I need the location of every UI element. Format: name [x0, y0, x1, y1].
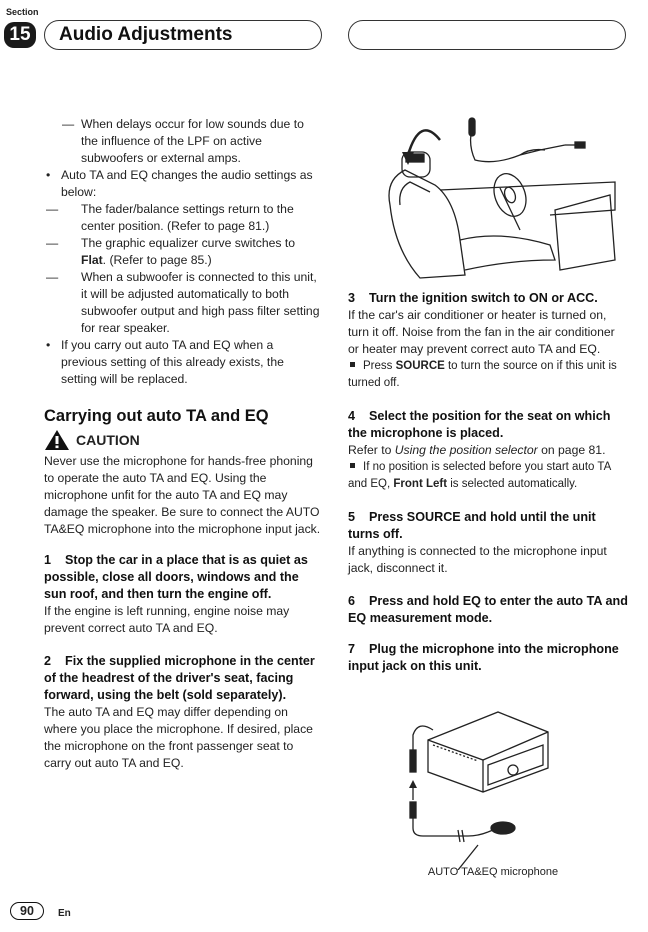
step-3-note [348, 358, 628, 392]
note-square-icon [350, 362, 355, 367]
section-number-badge: 15 [4, 22, 36, 48]
step-2-title [44, 653, 322, 704]
step-4-title [348, 408, 628, 442]
sub-item-subwoofer: — When a subwoofer is connected to this unit, it will be adjusted automatically to both subwoofer output and high pass filter setting for rear speaker. [46, 270, 320, 335]
step-4-note [348, 459, 628, 493]
figure-caption: AUTO TA&EQ microphone [427, 866, 559, 878]
step-1-title-text: Stop the car in a place that is as quiet as possible, close all doors, windows and the sun roof, and then turn the engine off. [44, 553, 308, 601]
step-1-text: If the engine is left running, engine noise may prevent correct auto TA and EQ. [44, 604, 290, 635]
section-label: Section [6, 7, 39, 17]
bullet-item-audio-settings: • Auto TA and EQ changes the audio settings as below: — The fader/balance settings return to the center position. (Refer to page 81.) — The graphic equalizer curve switches to Flat. (Refer to page 85.) — When a subwoofer is connected to this unit, it will be adjusted automatically to both subwoofer output and high pass filter setting for rear speaker. [44, 167, 322, 337]
step-4-note-post: is selected automatically. [447, 478, 578, 490]
keyword-source: SOURCE [395, 360, 445, 372]
step-7-title [348, 641, 628, 675]
head-unit-microphone-illustration [398, 710, 558, 870]
keyword-front-left: Front Left [393, 478, 448, 490]
sub-item-fader: — The fader/balance settings return to the center position. (Refer to page 81.) [46, 202, 294, 233]
step-5-title [348, 509, 628, 543]
left-column [44, 116, 322, 772]
bullet-item-replace: • If you carry out auto TA and EQ when a previous setting of this already exists, the setting will be replaced. [46, 338, 284, 386]
step-5-text: If anything is connected to the microphone input jack, disconnect it. [348, 544, 607, 575]
sub-item-equalizer: — The graphic equalizer curve switches to Flat. (Refer to page 85.) [46, 236, 296, 267]
right-column [348, 290, 628, 675]
step-5-title-text: Press SOURCE and hold until the unit turns off. [348, 510, 596, 541]
car-seat-microphone-illustration [380, 110, 620, 280]
step-4-text-post: on page 81. [537, 443, 606, 457]
step-3-number: 3 [348, 291, 356, 305]
caution-header [44, 429, 322, 451]
bullet1-text: Auto TA and EQ changes the audio settings as below: [61, 168, 313, 199]
step-4-text-pre: Refer to [348, 443, 395, 457]
step-4-text [348, 442, 628, 459]
page-title [44, 20, 322, 50]
step-3-title-text: Turn the ignition switch to ON or ACC. [369, 291, 598, 305]
step-7-title-text: Plug the microphone into the microphone input jack on this unit. [348, 642, 619, 673]
step-6-number: 6 [348, 594, 356, 608]
step-3-text: If the car's air conditioner or heater is turned on, turn it off. Noise from the fan in the air conditioner or heater may prevent correct auto TA and EQ. [348, 308, 615, 356]
language-label: En [58, 908, 71, 919]
section-heading: Carrying out auto TA and EQ [44, 407, 269, 425]
step-3-note-pre: Press [363, 360, 396, 372]
sub-item-eq-pre: The graphic equalizer curve switches to [81, 236, 296, 250]
step-2-number: 2 [44, 654, 52, 668]
intro-dash-item: — When delays occur for low sounds due to the influence of the LPF on active subwoofers or external amps. [62, 117, 304, 165]
step-7-number: 7 [348, 642, 356, 656]
step-4-number: 4 [348, 409, 356, 423]
intro-dash-text: When delays occur for low sounds due to the influence of the LPF on active subwoofers or external amps. [81, 117, 304, 165]
step-4-note-pre: If no position is selected before you start auto TA and EQ, [348, 461, 611, 490]
keyword-flat: Flat [81, 253, 103, 267]
step-1-number: 1 [44, 553, 52, 567]
page-number: 90 [10, 902, 44, 920]
step-3-title [348, 290, 628, 307]
sub-item-subwoofer-text: When a subwoofer is connected to this unit, it will be adjusted automatically to both subwoofer output and high pass filter setting for rear speaker. [81, 270, 320, 335]
caution-label: CAUTION [76, 431, 140, 448]
step-3-note-post: to turn the source on if this unit is turned off. [348, 360, 617, 389]
sub-item-fader-text: The fader/balance settings return to the center position. (Refer to page 81.) [81, 202, 294, 233]
step-5-number: 5 [348, 510, 356, 524]
step-6-title [348, 593, 628, 627]
note-square-icon [350, 463, 355, 468]
step-4-reference: Using the position selector [394, 443, 538, 457]
step-2-title-text: Fix the supplied microphone in the center of the headrest of the driver's seat, facing forward, using the belt (sold separately). [44, 654, 315, 702]
bullet2-text: If you carry out auto TA and EQ when a previous setting of this already exists, the setting will be replaced. [61, 338, 284, 386]
caution-text: Never use the microphone for hands-free phoning to operate the auto TA and EQ. Using the microphone unfit for the auto TA and EQ may damage the speaker. Be sure to connect the AUTO TA&EQ microphone into the microphone input jack. [44, 454, 321, 536]
step-1-title [44, 552, 322, 603]
sub-item-eq-post: . (Refer to page 85.) [102, 253, 212, 267]
header-empty-pill [348, 20, 626, 50]
page-title-text: Audio Adjustments [59, 24, 233, 45]
step-4-title-text: Select the position for the seat on which the microphone is placed. [348, 409, 611, 440]
warning-icon [44, 429, 70, 451]
step-6-title-text: Press and hold EQ to enter the auto TA and EQ measurement mode. [348, 594, 628, 625]
step-2-text: The auto TA and EQ may differ depending on where you place the microphone. If desired, place the microphone on the front passenger seat to carry out auto TA and EQ. [44, 705, 313, 770]
